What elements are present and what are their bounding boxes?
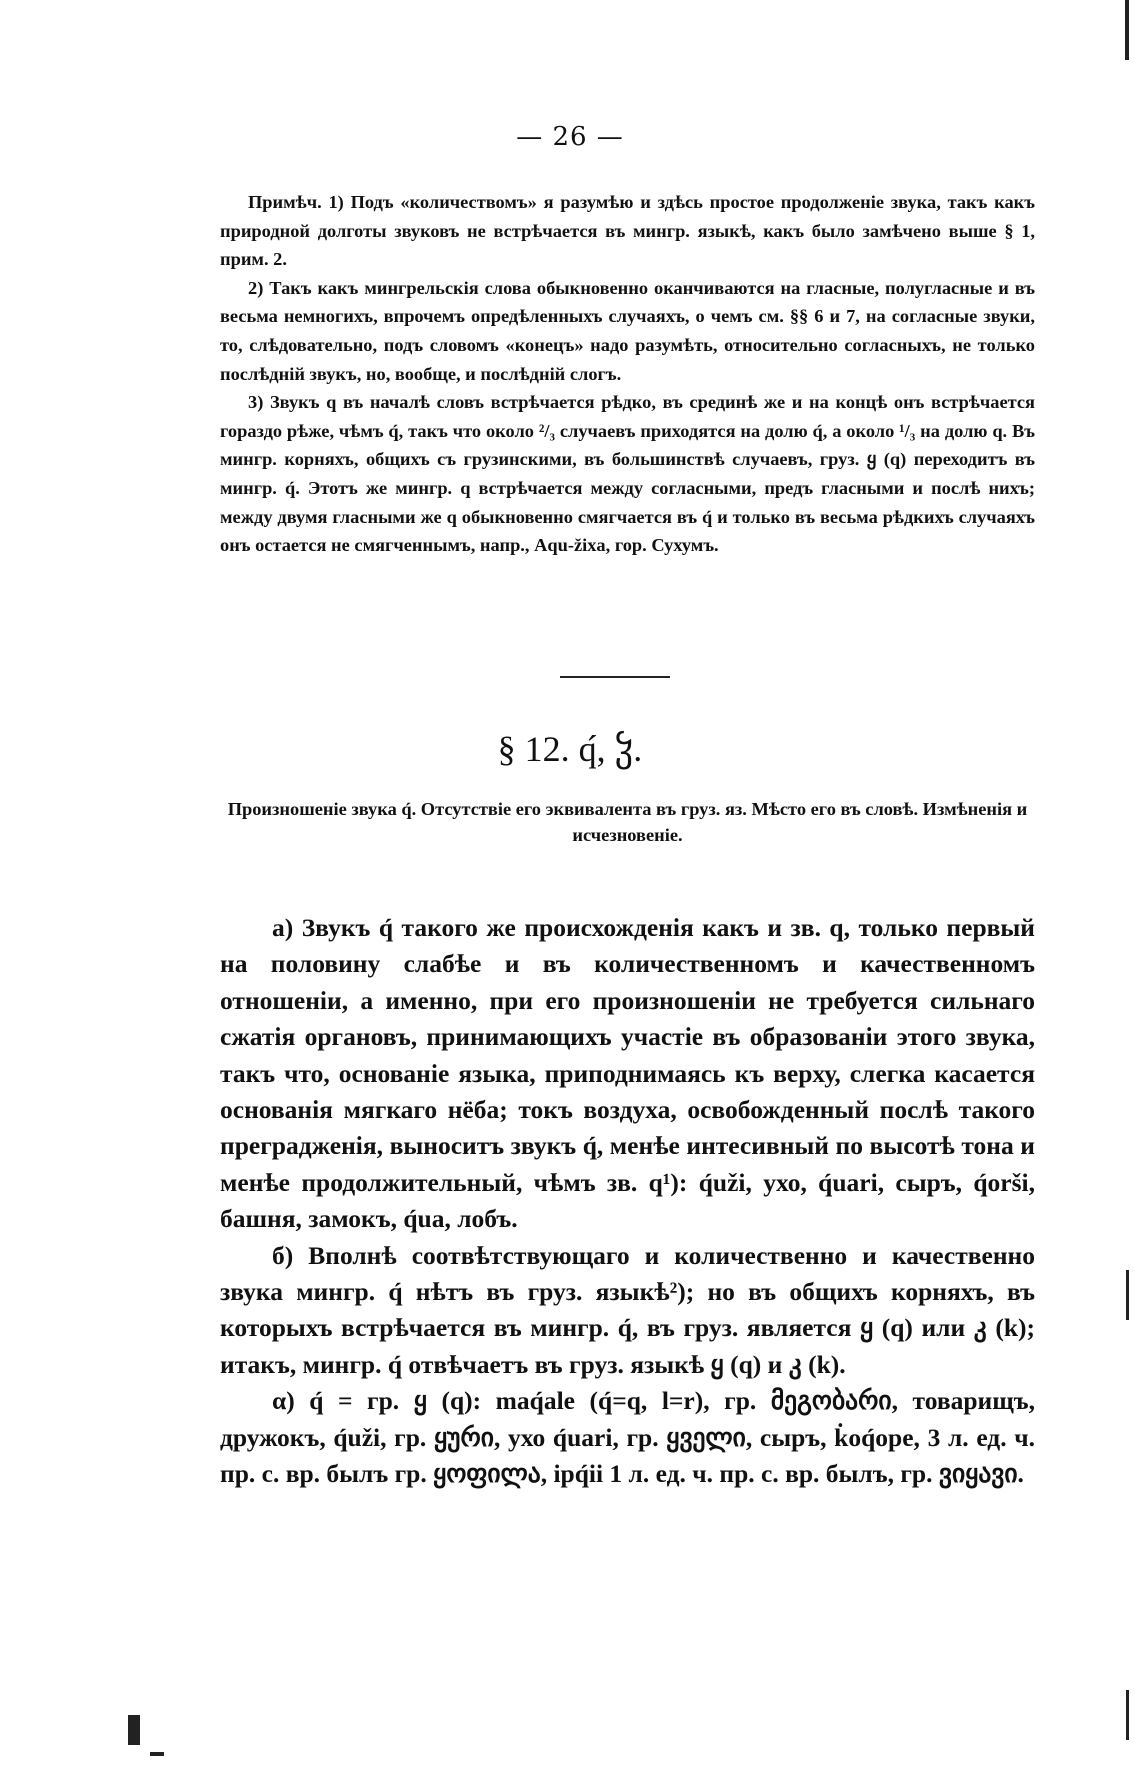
main-text (220, 910, 1035, 1493)
paragraph-b: б) Вполнѣ соотвѣтствующаго и количественно и качественно звука мингр. q́ нѣтъ въ груз. языкѣ²); но въ общихъ корняхъ, въ которыхъ встрѣчается въ мингр. q́, въ груз. является ყ (q) или კ (k); итакъ, мингр. q́ отвѣчаетъ въ груз. языкѣ ყ (q) и კ (k). (220, 1240, 1035, 1379)
note-3: 3) Звукъ q въ началѣ словъ встрѣчается рѣдко, въ срединѣ же и на концѣ онъ встрѣчается гораздо рѣже, чѣмъ q́, такъ что около ²/₃ случаевъ приходятся на долю q́, а около ¹/₃ на долю q. Въ мингр. корняхъ, общихъ съ грузинскими, въ большинствѣ случаевъ, груз. ყ (q) переходитъ въ мингр. q́. Этотъ же мингр. q встрѣчается между согласными, предъ гласными и послѣ нихъ; между двумя гласными же q обыкновенно смягчается въ q́ и только въ весьма рѣдкихъ случаяхъ онъ остается не смягченнымъ, напр., Aqu-žixa, гор. Сухумъ. (220, 392, 1035, 556)
section-title: § 12. q́, ჴ. (497, 729, 643, 769)
note-2: 2) Такъ какъ мингрельскія слова обыкновенно оканчиваются на гласные, полугласные и въ весьма немногихъ, впрочемъ опредѣленныхъ случаяхъ, о чемъ см. §§ 6 и 7, на согласные звуки, то, слѣдовательно, подъ словомъ «конецъ» надо разумѣть, относительно согласныхъ, не только послѣдній звукъ, но, вообще, и послѣдній слогъ. (220, 277, 1035, 384)
scan-mark (1126, 1270, 1129, 1320)
section-subtitle: Произношеніе звука q́. Отсутствіе его эквивалента въ груз. яз. Мѣсто его въ словѣ. Измѣненія и исчезновеніе. (227, 799, 1028, 845)
note-1: Примѣч. 1) Подъ «количествомъ» я разумѣю и здѣсь простое продолженіе звука, такъ какъ природной долготы звуковъ не встрѣчается въ мингр. языкѣ, какъ было замѣчено выше § 1, прим. 2. (220, 192, 1035, 270)
paragraph-alpha: α) q́ = гр. ყ (q): maq́ale (q́=q, l=r), гр. მეგობარი, товарищъ, дружокъ, q́uži, гр. ყური, ухо q́uari, гр. ყველი, сыръ, k̇oq́ope, 3 л. ед. ч. пр. с. вр. былъ гр. ყოფილა, ipq́ii 1 л. ед. ч. пр. с. вр. былъ, гр. ვიყავი. (220, 1386, 1035, 1489)
page-number: — 26 — (516, 122, 624, 152)
scan-mark (1126, 1690, 1129, 1740)
section-divider (560, 676, 670, 678)
scan-mark (1125, 0, 1129, 60)
scan-mark (150, 1752, 164, 1756)
footnotes-block (220, 188, 1035, 560)
paragraph-a: а) Звукъ q́ такого же происхожденія какъ и зв. q, только первый на половину слабѣе и въ количественномъ и качественномъ отношеніи, а именно, при его произношеніи не требуется сильнаго сжатія органовъ, принимающихъ участіе въ образованіи этого звука, такъ что, основаніе языка, приподнимаясь къ верху, слегка касается основанія мягкаго нёба; токъ воздуха, освобожденный послѣ такого преградженія, выноситъ звукъ q́, менѣе интесивный по высотѣ тона и менѣе продолжительный, чѣмъ зв. q¹): q́uži, ухо, q́uari, сыръ, q́orši, башня, замокъ, q́ua, лобъ. (220, 913, 1035, 1234)
scan-mark (128, 1715, 140, 1745)
